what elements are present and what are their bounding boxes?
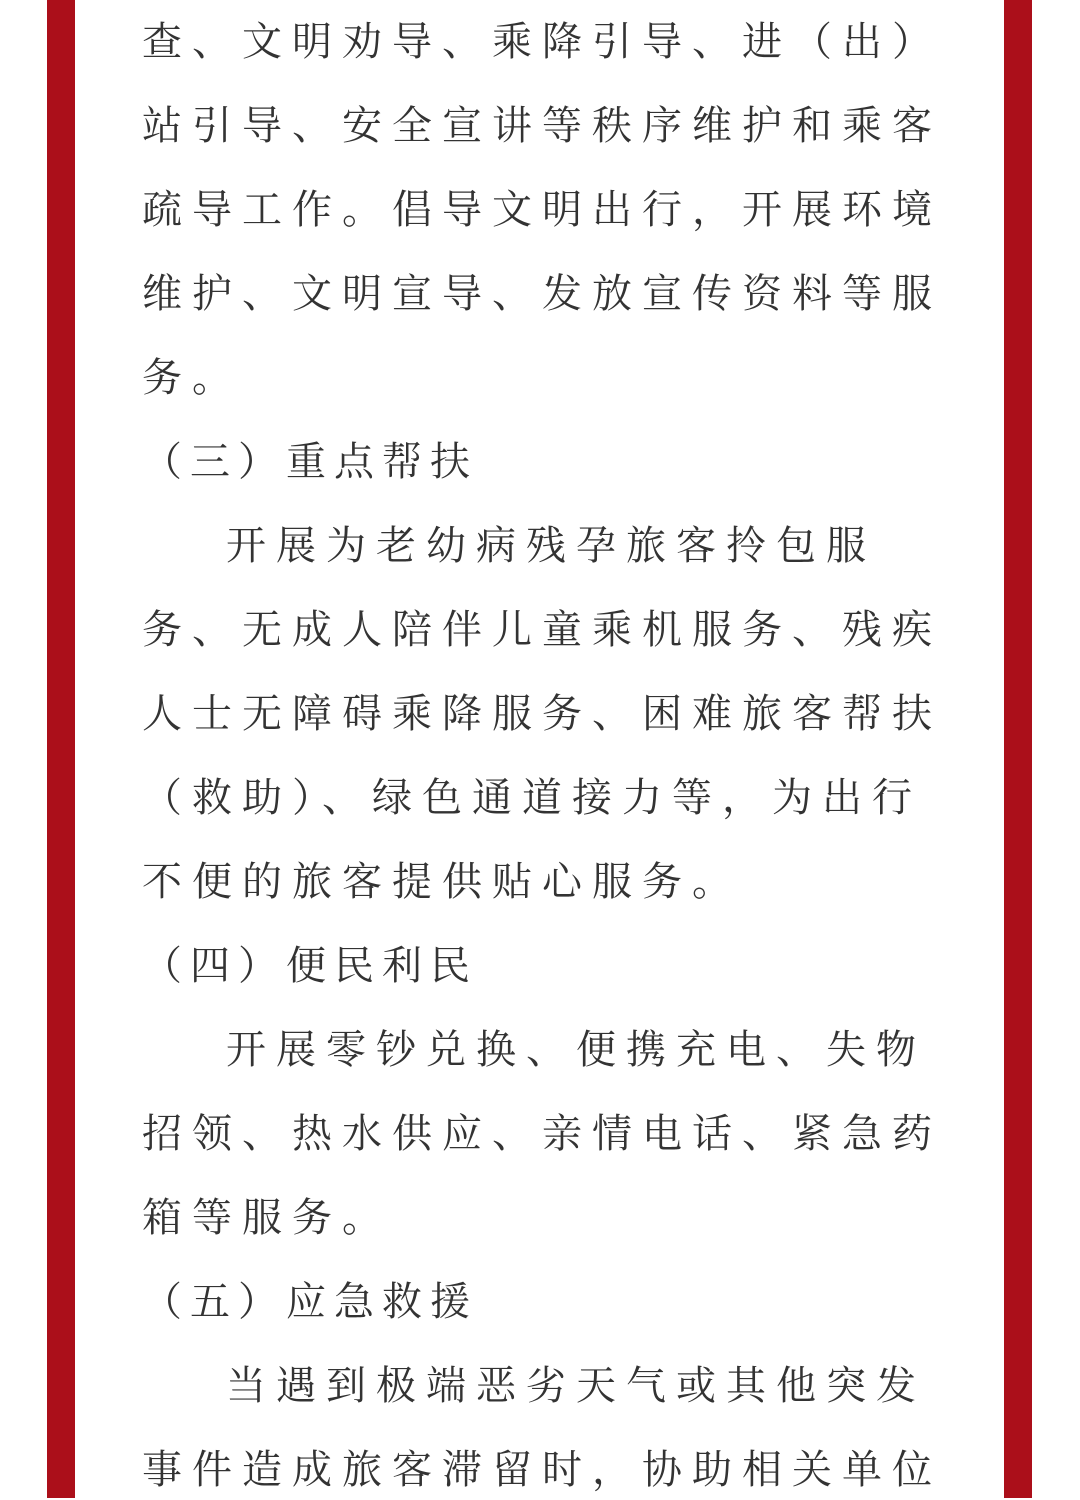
body-text-line: 务、无成人陪伴儿童乘机服务、残疾 [142, 607, 942, 653]
body-text-line: 开展零钞兑换、便携充电、失物 [226, 1027, 926, 1073]
body-text-line: 箱等服务。 [142, 1195, 392, 1241]
body-text-line: 人士无障碍乘降服务、困难旅客帮扶 [142, 691, 942, 737]
body-text-line: （救助）、绿色通道接力等，为出行 [142, 775, 922, 821]
body-text-line: 维护、文明宣导、发放宣传资料等服 [142, 271, 942, 317]
body-text-line: 务。 [142, 355, 242, 401]
section-heading-5: （五）应急救援 [142, 1279, 478, 1325]
body-text-line: 不便的旅客提供贴心服务。 [142, 859, 742, 905]
section-heading-4: （四）便民利民 [142, 943, 478, 989]
right-red-border [1004, 0, 1032, 1498]
body-text-line: 当遇到极端恶劣天气或其他突发 [226, 1363, 926, 1409]
left-red-border [47, 0, 75, 1498]
body-text-line: 招领、热水供应、亲情电话、紧急药 [142, 1111, 942, 1157]
body-text-line: 事件造成旅客滞留时，协助相关单位 [142, 1447, 942, 1493]
body-text-line: 开展为老幼病残孕旅客拎包服 [226, 523, 876, 569]
body-text-line: 查、文明劝导、乘降引导、进（出） [142, 19, 942, 65]
section-heading-3: （三）重点帮扶 [142, 439, 478, 485]
body-text-line: 疏导工作。倡导文明出行，开展环境 [142, 187, 942, 233]
body-text-line: 站引导、安全宣讲等秩序维护和乘客 [142, 103, 942, 149]
